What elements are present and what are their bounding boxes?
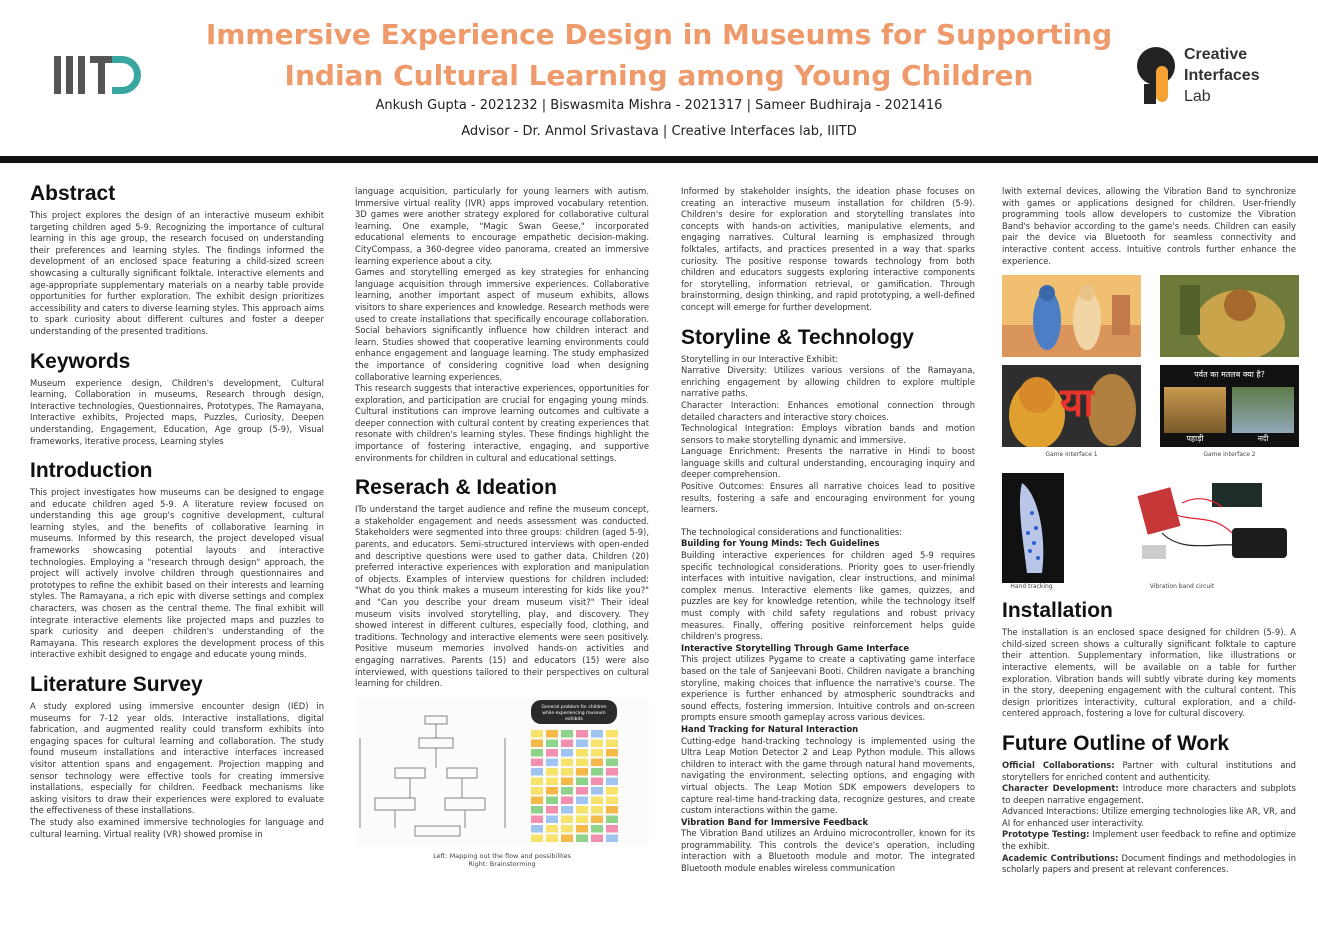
poster-header [0,0,1318,156]
sticky-note [531,825,543,833]
sticky-note [561,739,573,747]
poster-title [150,14,1168,96]
future-item-text: Implement user feedback to refine and optimize the exhibit. [1002,829,1297,852]
future-item-label: Official Collaborations: [1002,759,1115,770]
logo-line-2: Interfaces [1184,67,1260,84]
game-image-1b [1002,365,1141,447]
future-item-text: Partner with cultural institutions and storytellers for enriched content and authenticity. [1002,759,1296,782]
vibration-band-circuit-image [1122,473,1297,583]
sticky-note [606,749,618,757]
sticky-note [561,730,573,738]
advisor: Advisor - Dr. Anmol Srivastava | Creative Interfaces lab, IIITD [461,124,857,139]
sticky-note [546,796,558,804]
sticky-note [531,730,543,738]
sticky-note [531,758,543,766]
sticky-note [576,768,588,776]
future-heading: Future Outline of Work [1002,731,1230,755]
installation-heading: Installation [1002,599,1113,623]
sticky-note [531,815,543,823]
future-item-text: Advanced Interactions: Utilize emerging technologies like AR, VR, and AI for enhanced user interactivity. [1002,806,1296,828]
literature-p2: The study also examined immersive technologies for language and cultural learning. Virtual reality (VR) showed promise in [30,816,324,839]
game-question: पर्वत का मतलब क्या है? [1194,370,1265,380]
logo-line-3: Lab [1184,88,1211,105]
sticky-note [531,749,543,757]
hand-tracking-caption: Hand tracking [1010,583,1053,591]
sticky-note [531,787,543,795]
hand-tracking-text: Cutting-edge hand-tracking technology is implemented using the Ultra Leap Motion Detector 2 and Leap Python module. This allows children to interact with the game through natural hand movements, navigating the environment, selecting options, and engaging with virtual objects. The Leap Motion SDK empowers developers to capture real-time hand-tracking data, recognize gestures, and create custom interactions within the game. [681,735,975,816]
sticky-note [546,815,558,823]
sticky-note [546,739,558,747]
sticky-note [606,825,618,833]
sticky-note [576,749,588,757]
future-item-text: Introduce more characters and subplots to deepen narrative engagement. [1002,783,1296,805]
game-option-2[interactable]: नदी [1257,434,1269,444]
game-caption-1: Game interface 1 [1045,451,1098,459]
sticky-note [561,777,573,785]
sticky-note [576,825,588,833]
literature-p3: language acquisition, particularly for young learners with autism. Immersive virtual reality (IVR) apps improved vocabulary retention. 3D games were another strategy explored for collaborative cultural learning. One example, "Magic Swan Geese," incorporated educational elements to encourage empathetic decision-making. CityCompass, a 360-degree video panorama, created an immersive learning experience about a city. [355,186,649,266]
sticky-note [606,806,618,814]
future-item [1002,853,1296,876]
vibration-band-text: The Vibration Band utilizes an Arduino microcontroller, known for its programmability. This controls the device's operation, including interaction with a Bluetooth module and motor. The integrated Bluetooth module enables wireless communication [681,828,975,874]
sticky-note [591,825,603,833]
abstract-text: This project explores the design of an interactive museum exhibit targeting children aged 5-9. Recognizing the importance of cultural learning in this age group, the research focused on understanding their preferences and learning styles. The findings informed the development of an enclosed space featuring a child-sized screen showcasing a culturally significant folktale. Interactive elements and age-appropriate supplementary materials on a nearby table provide opportunities for further exploration. The exhibit design prioritizes accessibility and caters to diverse learning styles. This approach aims to spark curiosity about different cultures and foster a deeper understanding of the presented traditions. [30,210,324,336]
keywords-heading: Keywords [30,349,131,373]
iiitd-logo [50,50,145,100]
sticky-note [546,777,558,785]
sticky-note [591,749,603,757]
title-line-1: Immersive Experience Design in Museums for Supporting [205,18,1113,51]
future-item-text: Document findings and methodologies in scholarly papers and present at relevant conferences. [1002,852,1297,875]
storyline-item: Language Enrichment: Presents the narrative in Hindi to boost language skills and cultural understanding, encouraging inquiry and deeper comprehension. [681,446,975,480]
sticky-note [561,787,573,795]
hand-tracking-image [1002,473,1064,583]
research-text: ITo understand the target audience and refine the museum concept, a stakeholder engagement and needs assessment was conducted. Stakeholders were segmented into three groups: children (aged 5-9), parents, and educators. Semi-structured interviews with open-ended and descriptive questions were used to gather data. Children (20) preferred interactive experiences with exploration and manipulation of objects. Examples of interview questions for children included: "What do you think makes a museum interesting for kids like you?" and "Can you describe your dream museum visit?" Their ideal museum visits involved storytelling, play, and discovery. They showed interest in different cultures, especially food, clothing, and traditions. Technology and interactive elements were seen positively. Positive museum memories involved hands-on activities and engaging narratives. Parents (15) and educators (15) were also interviewed, with questions tailored to their perspectives on cultural learning for children. [355,504,649,689]
sticky-note [546,787,558,795]
sticky-note [576,796,588,804]
future-item-label: Character Development: [1002,783,1119,794]
column-3 [681,186,975,875]
sticky-note [531,806,543,814]
sticky-note [591,834,603,842]
sticky-note [576,777,588,785]
introduction-text: This project investigates how museums can be designed to engage and educate children aged 5-9. A literature review focused on understanding this age group's cognitive development, cultural learning styles, and the benefits of collaborative learning in museums. Informed by this research, the project developed visual frameworks showcasing potential layouts and interactive technologies. Employing a "research through design" approach, the project will actively involve children through questionnaires and prototypes to refine the exhibit based on their interests and learning styles. The Ramayana, a rich epic with diverse settings and complex characters, was chosen as the central theme. The final exhibit will integrate interactive elements like projected maps and puzzles to spark curiosity and deepen children's understanding of the Ramayana. This research explores the development process of this interactive exhibit designed to engage and educate young minds. [30,487,324,660]
sticky-note [606,815,618,823]
installation-text: The installation is an enclosed space designed for children (5-9). A child-sized screen shows a culturally significant folktale to capture their attention. Supplementary information, like illustrations or interactive elements, will be available on a table for further exploration. Vibration bands will subtly vibrate during key moments in the story, deepening engagement with the cultural content. This design prioritizes interactivity, cultural exploration, and a child-centered approach, fostering a love for cultural discovery. [1002,627,1296,719]
sticky-note [576,739,588,747]
creative-interfaces-logo [1136,44,1286,110]
future-item [1002,806,1296,829]
figure-caption-line-1: Left: Mapping out the flow and possibilites [433,851,571,860]
sticky-note [576,806,588,814]
sticky-note [561,806,573,814]
game-option-1[interactable]: पहाड़ी [1186,434,1204,444]
keywords-text: Museum experience design, Children's development, Cultural learning, Collaboration in museums, Research through design, Interactive technologies, Questionnaires, Prototypes, The Ramayana, Interactive exhibits, Projected maps, Puzzles, Curiosity, Deepen understanding, Engagement, Education, Age group (5-9), Visual frameworks, Iterative process, Learning styles [30,377,324,446]
figure-caption-line-2: Right: Brainstorming [468,859,536,868]
future-item-label: Academic Contributions: [1002,852,1119,863]
sticky-note [576,787,588,795]
game-caption-2: Game interface 2 [1203,451,1256,459]
storyline-heading: Storyline & Technology [681,325,914,349]
introduction-heading: Introduction [30,459,153,483]
future-item [1002,760,1296,783]
sticky-note [561,768,573,776]
sticky-note [546,749,558,757]
storyline-item: Positive Outcomes: Ensures all narrative choices lead to positive results, fostering a safe and encouraging environment for young learners. [681,481,975,515]
sticky-note [561,758,573,766]
sticky-note [591,806,603,814]
sticky-note [531,768,543,776]
abstract-heading: Abstract [30,182,116,205]
sticky-note [561,825,573,833]
sticky-note [531,739,543,747]
logo-line-1: Creative [1184,46,1248,63]
sticky-note [546,730,558,738]
sticky-note [561,796,573,804]
sticky-note [546,825,558,833]
storyline-item: Technological Integration: Employs vibration bands and motion sensors to make storytelling dynamic and immersive. [681,423,975,445]
future-item [1002,783,1296,806]
game-image-1a [1002,275,1141,357]
tech-guidelines-text: Building interactive experiences for children aged 5-9 requires specific technological considerations. Priority goes to user-friendly interfaces with intuitive navigation, clear instructions, and minimal complex menus. Interactive elements like games, quizzes, and puzzles are key for knowledge retention, while the technology itself must comply with child safety regulations and robust privacy measures. Finally, offering positive reinforcement helps guide children's progress. [681,550,975,642]
lightbulb-icon [1136,44,1180,110]
game-interface-text: This project utilizes Pygame to create a captivating game interface based on the tale of Sanjeevani Booti. Children navigate a branching storyline, making choices that influence the narrative's course. The experience is further enhanced by atmospheric soundtracks and sound effects, fostering immersion. Intuitive controls and on-screen prompts ensure smooth gameplay across various devices. [681,654,975,723]
image-gallery [1002,275,1296,593]
sticky-note [546,806,558,814]
sticky-note [561,834,573,842]
storyline-intro: Storytelling in our Interactive Exhibit: [681,353,839,364]
game-image-2a [1160,275,1299,357]
sticky-note [531,796,543,804]
sticky-note [591,739,603,747]
storyline-item: Character Interaction: Enhances emotional connection through detailed characters and interactive story choices. [681,399,975,422]
sticky-note [591,777,603,785]
ideation-text: Informed by stakeholder insights, the ideation phase focuses on creating an interactive museum installation for children (5-9). Children's desire for exploration and storytelling translates into concepts with hands-on activities, manipulative elements, and engaging narratives. Cultural learning is emphasized through folktales, artifacts, and practices presented in a way that sparks curiosity. The positive response towards technology from both children and educators suggests exploring interactive components for storytelling, information retrieval, or gamification. Through brainstorming, design thinking, and rapid prototyping, a well-defined concept will emerge for further development. [681,186,975,312]
sticky-note [561,749,573,757]
column-4 [1002,186,1296,876]
future-item-label: Prototype Testing: [1002,829,1090,840]
sticky-note [591,815,603,823]
tech-guidelines-heading: Building for Young Minds: Tech Guidelines [681,538,880,549]
sticky-note [606,739,618,747]
sticky-note [576,730,588,738]
sticky-note [606,730,618,738]
sticky-note [606,777,618,785]
sticky-note [546,834,558,842]
sticky-note [576,758,588,766]
vibration-band-continued: lwith external devices, allowing the Vibration Band to synchronize with games or applications designed for children. User-friendly programming tools allow developers to customize the Vibration Band's behavior according to the game's needs. Children can easily pair the device via Bluetooth for seamless connectivity and interactive content access. Intuitive controls further enhance the experience. [1002,186,1296,266]
sticky-note [531,777,543,785]
mountain-option-image[interactable] [1164,387,1226,433]
sticky-note [591,768,603,776]
sticky-note [546,758,558,766]
sticky-note [591,787,603,795]
river-option-image[interactable] [1232,387,1294,433]
vibration-band-heading: Vibration Band for Immersive Feedback [681,816,869,827]
game-image-2b [1160,365,1299,447]
tech-intro: The technological considerations and functionalities: [681,526,903,537]
sticky-note [591,758,603,766]
literature-p5: This research suggests that interactive experiences, opportunities for exploration, and participation are crucial for engaging young minds. Cultural institutions can improve learning outcomes and cultivate a deeper connection with cultural content by creating experiences that resonate with children's learning styles. These findings highlight the importance of fostering interactive, engaging, and supportive environments for children in cultural and educational settings. [355,383,649,463]
sticky-note [546,768,558,776]
sticky-note [606,796,618,804]
hand-tracking-heading: Hand Tracking for Natural Interaction [681,723,859,734]
title-line-2: Indian Cultural Learning among Young Children [284,59,1034,92]
sticky-note [606,768,618,776]
column-2 [355,186,649,868]
authors: Ankush Gupta - 2021232 | Biswasmita Mishra - 2021317 | Sameer Budhiraja - 2021416 [375,98,943,113]
column-1 [30,180,324,840]
sticky-note [606,758,618,766]
future-item [1002,829,1296,852]
sticky-note [561,815,573,823]
figure-box-text: General problem for children while experiencing museum exhibits [541,704,607,722]
sticky-note [576,834,588,842]
band-circuit-caption: Vibration band circuit [1149,583,1215,591]
game-interface-heading: Interactive Storytelling Through Game Interface [681,642,910,653]
game-hindi-glyph: या [1060,380,1094,427]
research-figure [355,698,649,846]
header-divider [0,156,1318,163]
literature-heading: Literature Survey [30,673,203,696]
sticky-note [606,787,618,795]
sticky-note [576,815,588,823]
literature-p1: A study explored using immersive encounter design (IED) in museums for 7-12 year olds. Interactive installations, digital fabrication, and augmented reality could transform exhibits into engaging spaces for cultural learning and collaboration. The study found museum installations and interactive interfaces increased visitor attention spans and engagement. Projection mapping and sensor technology were effective tools for creating immersive installations, especially for children. Feedback mechanisms like asking visitors to draw their experiences were explored to evaluate the effectiveness of these installations. [30,701,324,816]
research-heading: Reserach & Ideation [355,476,557,500]
sticky-note [606,834,618,842]
sticky-note [591,796,603,804]
sticky-note [531,834,543,842]
storyline-item: Narrative Diversity: Utilizes various versions of the Ramayana, enriching engagement by allowing children to explore multiple narrative paths. [681,365,975,399]
literature-p4: Games and storytelling emerged as key strategies for enhancing language acquisition through immersive experiences. Collaborative learning, another important aspect of museum exhibits, allows visitors to share experiences and knowledge. Research methods were used to create installations that specifically encourage collaboration. Social behaviors significantly influence how children interact and learn. Studies showed that cooperative learning environments could enhance engagement and language learning. The study emphasized the importance of considering cognitive load when designing collaborative learning experiences. [355,267,649,382]
sticky-note [591,730,603,738]
